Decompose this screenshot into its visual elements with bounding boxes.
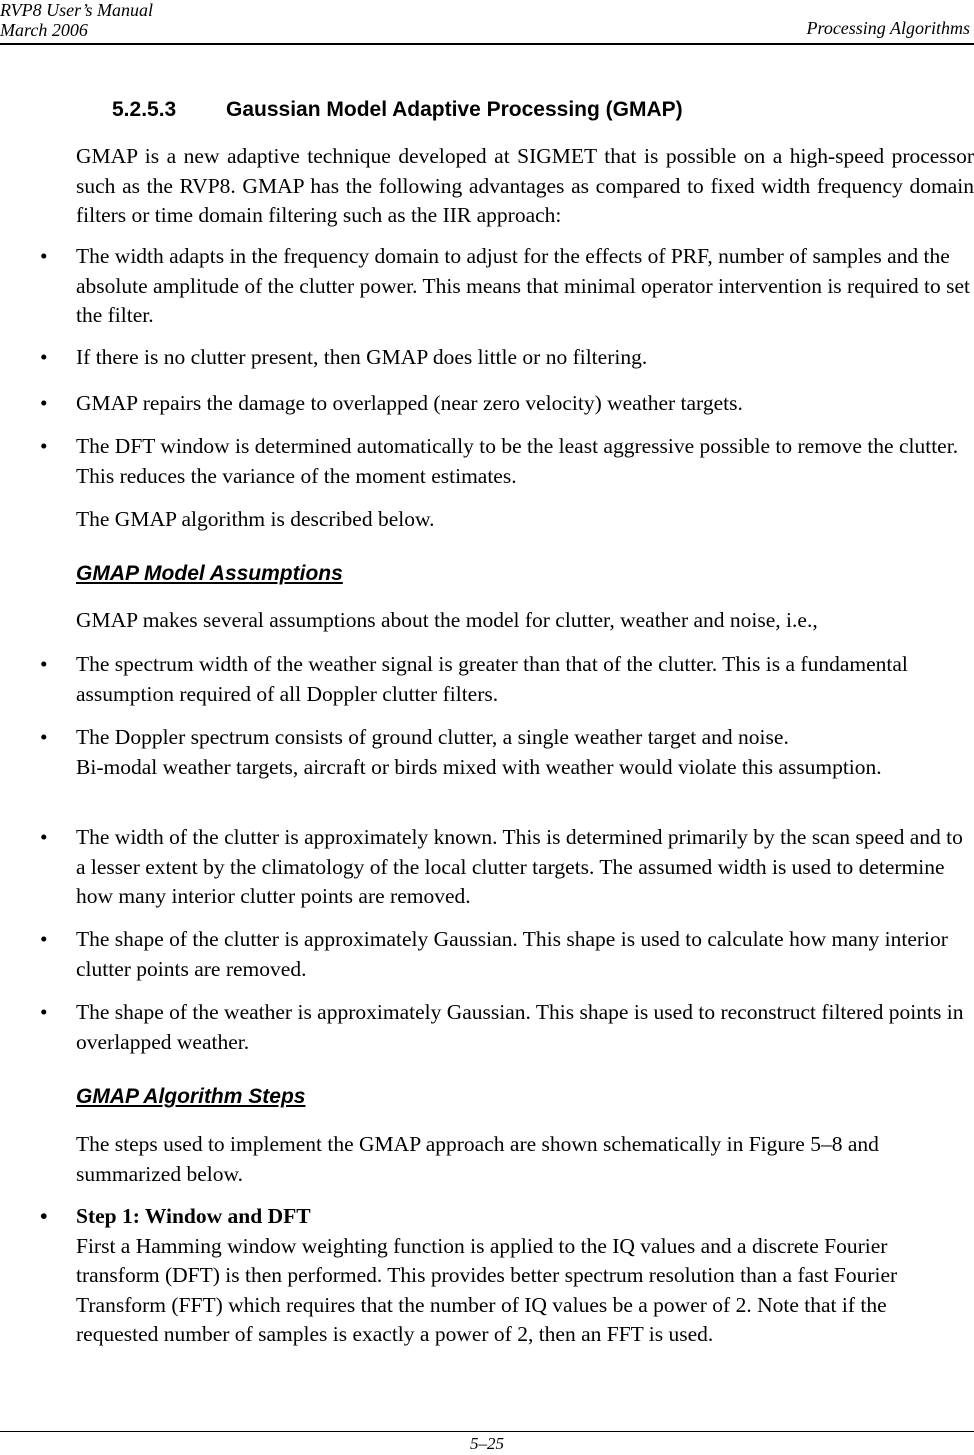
manual-title: RVP8 User’s Manual xyxy=(0,0,153,20)
bullet: • xyxy=(40,1000,48,1024)
header-rule xyxy=(0,43,974,45)
list-item xyxy=(40,1202,974,1350)
bullet: • xyxy=(40,927,48,951)
bullet: • xyxy=(40,825,48,849)
paragraph: The steps used to implement the GMAP approach are shown schematically in Figure 5–8 and summarized below. xyxy=(76,1132,879,1186)
list-item-text: GMAP repairs the damage to overlapped (near zero velocity) weather targets. xyxy=(76,391,743,415)
intro-paragraph: GMAP is a new adaptive technique developed at SIGMET that is possible on a high‑speed processor such as the RVP8. GMAP has the following advantages as compared to fixed width frequency domain filters or time domain filtering such as the IIR approach: xyxy=(76,144,974,227)
paragraph: GMAP makes several assumptions about the model for clutter, weather and noise, i.e., xyxy=(76,608,818,632)
list-item xyxy=(40,432,974,491)
subheading-assumptions: GMAP Model Assumptions xyxy=(76,562,343,585)
bullet: • xyxy=(40,345,48,369)
list-item-text: The spectrum width of the weather signal is greater than that of the clutter. This is a fundamental assumption required of all Doppler clutter filters. xyxy=(76,652,908,706)
list-item-text: The shape of the weather is approximately Gaussian. This shape is used to reconstruct filtered points in overlapped weather. xyxy=(76,1000,964,1054)
bullet: • xyxy=(40,652,48,676)
section-heading xyxy=(112,98,683,122)
step-title: Step 1: Window and DFT xyxy=(76,1204,311,1228)
list-item xyxy=(40,823,974,912)
step-body: First a Hamming window weighting function is applied to the IQ values and a discrete Fourier transform (DFT) is then performed. This provides better spectrum resolution than a fast Fourier Transform (FFT) which requires that the number of IQ values be a power of 2. Note that if the requested number of samples is exactly a power of 2, then an FFT is used. xyxy=(76,1233,898,1346)
running-header-right: Processing Algorithms xyxy=(806,18,970,38)
list-item-text: The width adapts in the frequency domain to adjust for the effects of PRF, number of samples and the absolute amplitude of the clutter power. This means that minimal operator intervention is required to set the filter. xyxy=(76,244,971,327)
page-number: 5–25 xyxy=(470,1434,504,1453)
list-item-text: The DFT window is determined automatically to be the least aggressive possible to remove the clutter. This reduces the variance of the moment estimates. xyxy=(76,434,959,488)
list-item xyxy=(40,343,974,373)
list-item xyxy=(40,650,974,709)
footer-rule xyxy=(0,1431,974,1432)
bullet: • xyxy=(40,1204,48,1228)
list-item-text: The shape of the clutter is approximately Gaussian. This shape is used to calculate how many interior clutter points are removed. xyxy=(76,927,948,981)
bullet: • xyxy=(40,391,48,415)
list-item xyxy=(40,389,974,419)
manual-date: March 2006 xyxy=(0,20,88,40)
section-title: Gaussian Model Adaptive Processing (GMAP) xyxy=(226,98,683,121)
list-item xyxy=(40,925,974,984)
list-item xyxy=(40,998,974,1057)
list-item xyxy=(40,723,974,782)
paragraph: The GMAP algorithm is described below. xyxy=(76,507,435,531)
list-item xyxy=(40,242,974,331)
list-item-text: If there is no clutter present, then GMAP does little or no filtering. xyxy=(76,345,648,369)
list-item-text: The Doppler spectrum consists of ground clutter, a single weather target and noise. xyxy=(76,725,789,749)
bullet: • xyxy=(40,244,48,268)
list-item-text-continued: Bi‑modal weather targets, aircraft or birds mixed with weather would violate this assumption. xyxy=(76,754,882,779)
bullet: • xyxy=(40,725,48,749)
bullet: • xyxy=(40,434,48,458)
section-number: 5.2.5.3 xyxy=(112,98,177,121)
running-header-left xyxy=(0,0,153,40)
list-item-text: The width of the clutter is approximately known. This is determined primarily by the scan speed and to a lesser extent by the climatology of the local clutter targets. The assumed width is used to determine how many interior clutter points are removed. xyxy=(76,825,963,908)
subheading-steps: GMAP Algorithm Steps xyxy=(76,1085,306,1108)
